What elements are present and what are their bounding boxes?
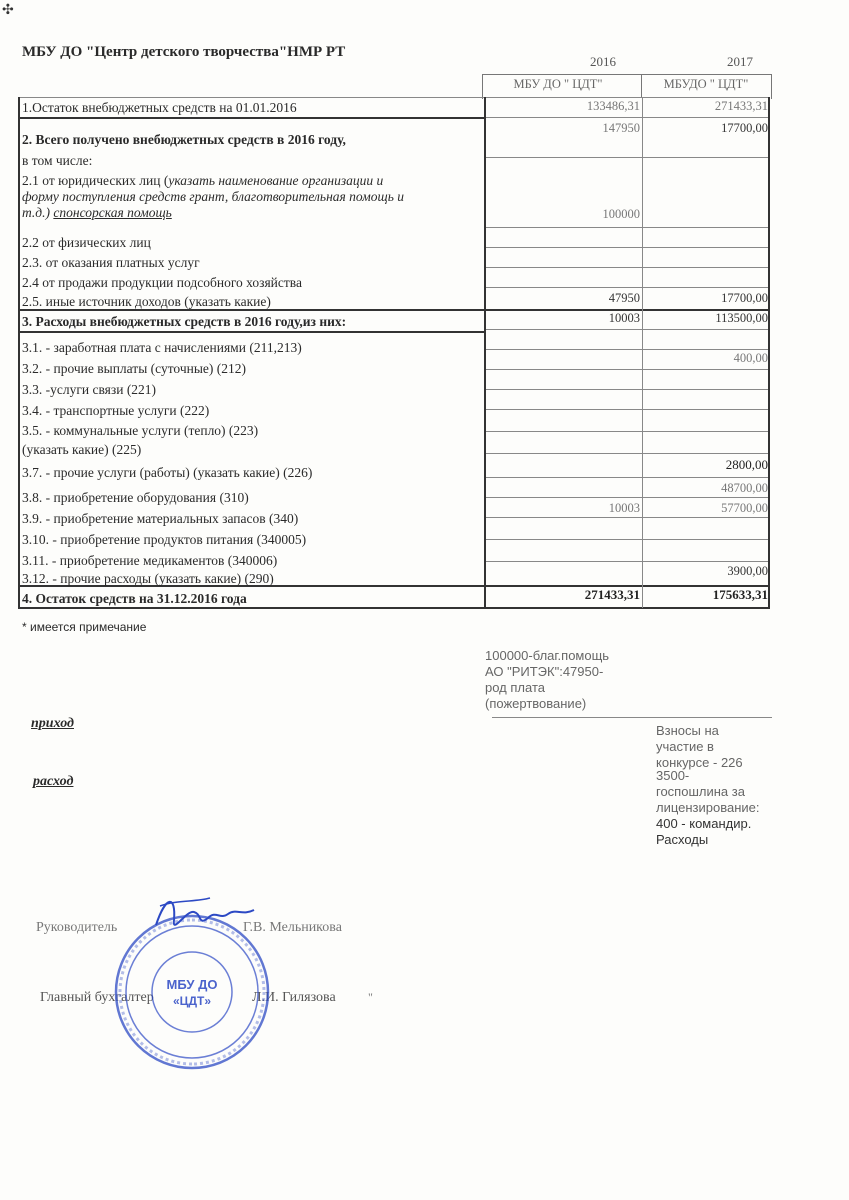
materials-2016: 10003 <box>608 501 640 515</box>
legal-entities-instruction-line2: форму поступления средств грант, благотворительная помощь и <box>22 189 404 204</box>
grid-line <box>486 453 770 454</box>
head-name: Г.В. Мельникова <box>243 920 342 935</box>
expense-note-line: Расходы <box>656 832 709 847</box>
grid-line <box>486 157 770 158</box>
grid-line <box>486 477 770 478</box>
row-label-opening-balance: 1.Остаток внебюджетных средств на 01.01.2016 <box>22 100 297 115</box>
grid-line <box>486 267 770 268</box>
grid-line <box>486 247 770 248</box>
expense-note-line: 400 - командир. <box>656 816 752 831</box>
stamp-text-line1: МБУ ДО <box>166 977 218 992</box>
grid-line <box>18 117 486 119</box>
official-stamp <box>112 912 272 1072</box>
row-label-materials: 3.9. - приобретение материальных запасов (340) <box>22 511 299 526</box>
row-label-transport: 3.4. - транспортные услуги (222) <box>22 403 210 418</box>
grid-line <box>484 97 486 608</box>
legal-entities-instruction: указать наименование организации и <box>168 173 384 188</box>
expenses-2017: 113500,00 <box>715 311 768 325</box>
grid-line <box>486 369 770 370</box>
row-label-other-income: 2.5. иные источник доходов (указать какие) <box>22 294 271 309</box>
column-header-2016: МБУ ДО " ЦДТ" <box>513 77 603 91</box>
grid-line <box>18 97 770 98</box>
legal-entities-2016: 100000 <box>602 207 640 221</box>
sponsorship-note: спонсорская помощь <box>53 205 172 220</box>
row-label-specify-225: (указать какие) (225) <box>22 442 142 457</box>
grid-line <box>486 431 770 432</box>
income-note-line: АО "РИТЭК":47950- <box>485 664 604 679</box>
expense-label: расход <box>33 774 74 789</box>
grid-line <box>18 331 486 333</box>
row-label-farm-products: 2.4 от продажи продукции подсобного хозяйства <box>22 275 302 290</box>
row-label-total-received: 2. Всего получено внебюджетных средств в 2016 году, <box>22 132 346 147</box>
year-2016-label: 2016 <box>590 54 616 69</box>
income-note-line: род плата <box>485 680 545 695</box>
column-header-2017: МБУДО " ЦДТ" <box>641 75 770 97</box>
expense-note-line: госпошлина за <box>656 784 745 799</box>
grid-line <box>486 561 770 562</box>
grid-line <box>486 517 770 518</box>
row-label-including: в том числе: <box>22 153 93 168</box>
row-label-other-expenses: 3.12. - прочие расходы (указать какие) (290) <box>22 571 274 586</box>
closing-balance-2016: 271433,31 <box>584 587 640 602</box>
income-note-line: (пожертвование) <box>485 696 587 711</box>
divider <box>492 717 772 718</box>
row-label-closing-balance: 4. Остаток средств на 31.12.2016 года <box>22 591 247 606</box>
materials-2017: 57700,00 <box>721 501 768 515</box>
row-label-communication: 3.3. -услуги связи (221) <box>22 382 157 397</box>
medicine-2017: 3900,00 <box>727 564 768 578</box>
income-note-line: 100000-благ.помощь <box>485 648 610 663</box>
income-note <box>485 648 609 712</box>
grid-line <box>18 607 770 609</box>
legal-entities-text: 2.1 от юридических лиц ( <box>22 173 169 188</box>
row-label-paid-services: 2.3. от оказания платных услуг <box>22 255 200 270</box>
grid-line <box>768 97 770 608</box>
row-label-other-services: 3.7. - прочие услуги (работы) (указать какие) (226) <box>22 465 313 480</box>
row-label-utilities: 3.5. - коммунальные услуги (тепло) (223) <box>22 423 259 438</box>
row-label-expenses: 3. Расходы внебюджетных средств в 2016 году,из них: <box>22 314 347 329</box>
other-services-2017: 2800,00 <box>725 457 768 472</box>
grid-line <box>486 389 770 390</box>
legal-entities-instruction-line3: т.д.) <box>22 205 54 220</box>
head-role: Руководитель <box>36 920 118 935</box>
row-label-individuals: 2.2 от физических лиц <box>22 235 151 250</box>
accountant-name: Л.И. Гилязова <box>252 990 336 1005</box>
grid-line <box>18 97 20 608</box>
table-header <box>482 74 772 99</box>
total-received-2017: 17700,00 <box>721 121 768 135</box>
row-label-medicine: 3.11. - приобретение медикаментов (340006) <box>22 553 278 568</box>
row-label-other-payments: 3.2. - прочие выплаты (суточные) (212) <box>22 361 247 376</box>
grid-line <box>486 227 770 228</box>
row-label-legal-entities <box>22 173 404 221</box>
corner-mark: ✣ <box>2 3 14 18</box>
grid-line <box>486 287 770 288</box>
other-income-2017: 17700,00 <box>721 291 768 305</box>
grid-line <box>486 329 770 330</box>
expense-note <box>656 723 760 848</box>
other-income-2016: 47950 <box>608 291 640 305</box>
grid-line <box>642 97 643 608</box>
opening-balance-2017: 271433,31 <box>714 99 768 113</box>
grid-line <box>486 539 770 540</box>
grid-line <box>486 497 770 498</box>
grid-line <box>486 409 770 410</box>
closing-balance-2017: 175633,31 <box>712 587 768 602</box>
row-label-food: 3.10. - приобретение продуктов питания (340005) <box>22 532 307 547</box>
stray-mark: " <box>368 990 373 1004</box>
organization-title: МБУ ДО "Центр детского творчества"НМР РТ <box>22 44 346 60</box>
expense-note-line: Взносы на <box>656 723 719 738</box>
expenses-2016: 10003 <box>608 311 640 325</box>
footnote: * имеется примечание <box>22 620 147 634</box>
total-received-2016: 147950 <box>602 121 640 135</box>
expense-note-line: лицензирование: <box>656 800 760 815</box>
grid-line <box>486 349 770 350</box>
grid-line <box>486 117 770 118</box>
stamp-text-line2: «ЦДТ» <box>173 994 211 1008</box>
expense-note-line: участие в <box>656 739 714 754</box>
accountant-role: Главный бухгалтер <box>40 990 154 1005</box>
row-label-equipment: 3.8. - приобретение оборудования (310) <box>22 490 249 505</box>
budget-table <box>18 97 770 608</box>
expense-note-line: 3500- <box>656 768 690 783</box>
income-label: приход <box>31 716 74 731</box>
opening-balance-2016: 133486,31 <box>586 99 640 113</box>
year-2017-label: 2017 <box>727 54 753 69</box>
other-payments-2017: 400,00 <box>733 351 768 365</box>
expense-note-line: конкурсе - 226 <box>656 755 743 770</box>
equipment-2017: 48700,00 <box>721 481 768 495</box>
row-label-salary: 3.1. - заработная плата с начислениями (211,213) <box>22 340 302 355</box>
